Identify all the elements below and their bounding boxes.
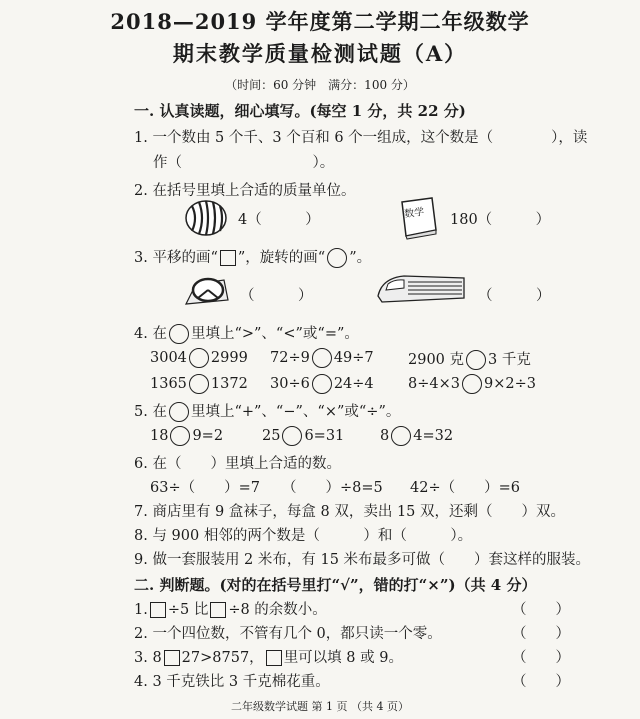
q4-item-1-3: 2900 克 3 千克 [408, 352, 531, 368]
operator-circle[interactable] [170, 426, 190, 446]
question-5 [134, 400, 400, 422]
question-4-suffix: 里填上“>”、“<”或“=”。 [190, 326, 359, 342]
compare-circle[interactable] [312, 374, 332, 394]
blank-square [150, 602, 166, 618]
compare-circle[interactable] [312, 348, 332, 368]
judge-2: 2. 一个四位数，不管有几个 0，都只读一个零。 [134, 626, 442, 642]
question-8: 8. 与 900 相邻的两个数是（ ）和（ ）。 [134, 528, 473, 544]
judge-3-answer[interactable]: （ ） [512, 650, 570, 666]
operator-circle[interactable] [391, 426, 411, 446]
judge-2-answer[interactable]: （ ） [512, 626, 570, 642]
q5-item-1: 18 9=2 [150, 428, 224, 444]
question-1-line-b: 作（ ）。 [153, 155, 335, 171]
q6-item-3: 42÷（ ）=6 [410, 480, 520, 496]
question-3-suffix: ”。 [349, 250, 372, 266]
exam-meta: （时间：60 分钟 满分：100 分） [225, 78, 415, 92]
blank-square [266, 650, 282, 666]
question-7: 7. 商店里有 9 盒袜子，每盒 8 双，卖出 15 双，还剩（ ）双。 [134, 504, 565, 520]
compare-circle[interactable] [189, 374, 209, 394]
question-3-answer-2: （ ） [478, 288, 551, 304]
question-5-suffix: 里填上“+”、“−”、“×”或“÷”。 [190, 404, 401, 420]
title-line-1: 2018—2019 学年度第二学期二年级数学 [110, 9, 530, 34]
watermelon-icon [184, 198, 228, 238]
q4-item-1-2: 72÷9 49÷7 [270, 350, 374, 366]
section-2-heading: 二. 判断题。(对的在括号里打“√”，错的打“×”)（共 4 分） [134, 576, 537, 594]
q5-item-2: 25 6=31 [262, 428, 345, 444]
question-3 [134, 246, 371, 268]
judge-4-answer[interactable]: （ ） [512, 674, 570, 690]
book-answer: 180（ ） [450, 212, 551, 228]
math-book-label: 数学 [403, 206, 425, 221]
title-line-2: 期末教学质量检测试题（A） [172, 41, 468, 66]
question-4-prefix: 4. 在 [134, 326, 167, 342]
circle-symbol [169, 324, 189, 344]
compare-circle[interactable] [466, 350, 486, 370]
judge-1-answer[interactable]: （ ） [512, 602, 570, 618]
section-1-heading: 一. 认真读题，细心填写。(每空 1 分，共 22 分) [134, 102, 466, 120]
question-1-line-a: 1. 一个数由 5 个千、3 个百和 6 个一组成，这个数是（ ），读 [134, 130, 588, 146]
bullet-train-icon [374, 272, 466, 306]
q6-item-2: （ ）÷8=5 [282, 480, 383, 496]
question-3-prefix: 3. 平移的画“ [134, 250, 218, 266]
blank-square [164, 650, 180, 666]
question-3-answer-1: （ ） [240, 288, 313, 304]
question-9: 9. 做一套服装用 2 米布，有 15 米布最多可做（ ）套这样的服装。 [134, 552, 591, 568]
square-symbol [220, 250, 236, 266]
judge-4: 4. 3 千克铁比 3 千克棉花重。 [134, 674, 330, 690]
q4-item-2-3: 8÷4×3 9×2÷3 [408, 376, 536, 392]
q6-item-1: 63÷（ ）=7 [150, 480, 260, 496]
question-2: 2. 在括号里填上合适的质量单位。 [134, 183, 356, 199]
compare-circle[interactable] [189, 348, 209, 368]
page-footer: 二年级数学试题 第 1 页 （共 4 页） [231, 700, 409, 713]
q4-item-2-1: 1365 1372 [150, 376, 248, 392]
question-3-middle: ”，旋转的画“ [237, 250, 326, 266]
circle-symbol [169, 402, 189, 422]
judge-1: 1. ÷5 比 ÷8 的余数小。 [134, 602, 327, 618]
question-6: 6. 在（ ）里填上合适的数。 [134, 456, 341, 472]
circle-symbol [327, 248, 347, 268]
operator-circle[interactable] [282, 426, 302, 446]
watermelon-answer: 4（ ） [238, 212, 320, 228]
compare-circle[interactable] [462, 374, 482, 394]
q5-item-3: 8 4=32 [380, 428, 454, 444]
steering-wheel-icon [184, 270, 230, 312]
q4-item-1-1: 3004 2999 [150, 350, 248, 366]
question-5-prefix: 5. 在 [134, 404, 167, 420]
question-4 [134, 322, 359, 344]
judge-3: 3. 8 27>8757， 里可以填 8 或 9。 [134, 650, 403, 666]
blank-square [210, 602, 226, 618]
q4-item-2-2: 30÷6 24÷4 [270, 376, 374, 392]
